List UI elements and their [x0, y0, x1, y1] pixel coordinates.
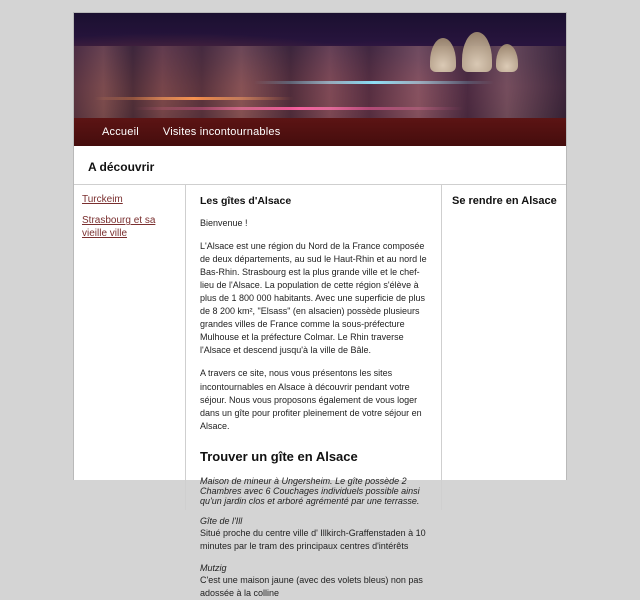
gite-title — [200, 476, 427, 506]
gite-title-text: Maison de mineur à Ungersheim. — [200, 475, 333, 486]
greeting-text: Bienvenue ! — [200, 218, 248, 228]
gite-title: Gîte de l'Ill — [200, 515, 243, 526]
light-streak — [94, 97, 294, 100]
sidebar-link-turckeim[interactable]: Turckeim — [82, 194, 123, 205]
header-banner-image — [74, 13, 566, 118]
gite-description: C'est une maison jaune (avec des volets bleus) non pas adossée à la colline — [200, 574, 423, 598]
intro-paragraph-1: L'Alsace est une région du Nord de la France composée de deux départements, au sud le Haut-Rhin et au nord le Bas-Rhin. Strasbourg est la plus grande ville et le chef-lieu de l'Alsace. La population de cette région s'élève à plus de 1 800 000 habitants. Avec une superficie de plus de 8 200 km², "Elsass" (en alsacien) possède plusieurs grandes villes de France comme la sous-préfecture Mulhouse et la préfecture Colmar. Le Rhin traverse l'Alsace et descend jusqu'à la ville de Bâle. — [200, 241, 427, 356]
list-item — [200, 516, 427, 553]
list-item — [200, 563, 427, 600]
list-item — [200, 476, 427, 506]
nav-item-visites-incontournables[interactable]: Visites incontournables — [162, 126, 281, 138]
sidebar-right — [442, 185, 566, 510]
gite-title: Mutzig — [200, 562, 227, 573]
intro-paragraph-2: A travers ce site, nous vous présentons les sites incontournables en Alsace à découvrir pendant votre séjour. Nous vous proposons également de vous loger dans un gîte pour profiter pleinement de votre séjour en Alsace. — [200, 368, 422, 431]
page-title: A découvrir — [88, 160, 155, 174]
main-content — [186, 185, 442, 598]
sidebar-link-strasbourg[interactable]: Strasbourg et sa vieille ville — [82, 215, 156, 239]
light-streak — [134, 107, 464, 110]
section-heading-gites: Trouver un gîte en Alsace — [200, 448, 358, 464]
gite-description: Le gîte possède 2 Chambres avec 6 Couchages individuels possible ainsi qu'un jardin clos et arboré agrémenté par une terrasse. — [200, 475, 420, 506]
light-streak — [254, 81, 494, 84]
sidebar-right-heading: Se rendre en Alsace — [452, 195, 557, 207]
content-heading: Les gîtes d'Alsace — [200, 195, 292, 207]
nav-item-accueil[interactable]: Accueil — [102, 126, 139, 138]
gite-description: Situé proche du centre ville d' Illkirch-Graffenstaden à 10 minutes par le tram des principaux centres d'intérêts — [200, 527, 426, 551]
content-area — [74, 184, 566, 598]
sidebar-left — [74, 185, 186, 510]
website-container — [73, 12, 567, 598]
